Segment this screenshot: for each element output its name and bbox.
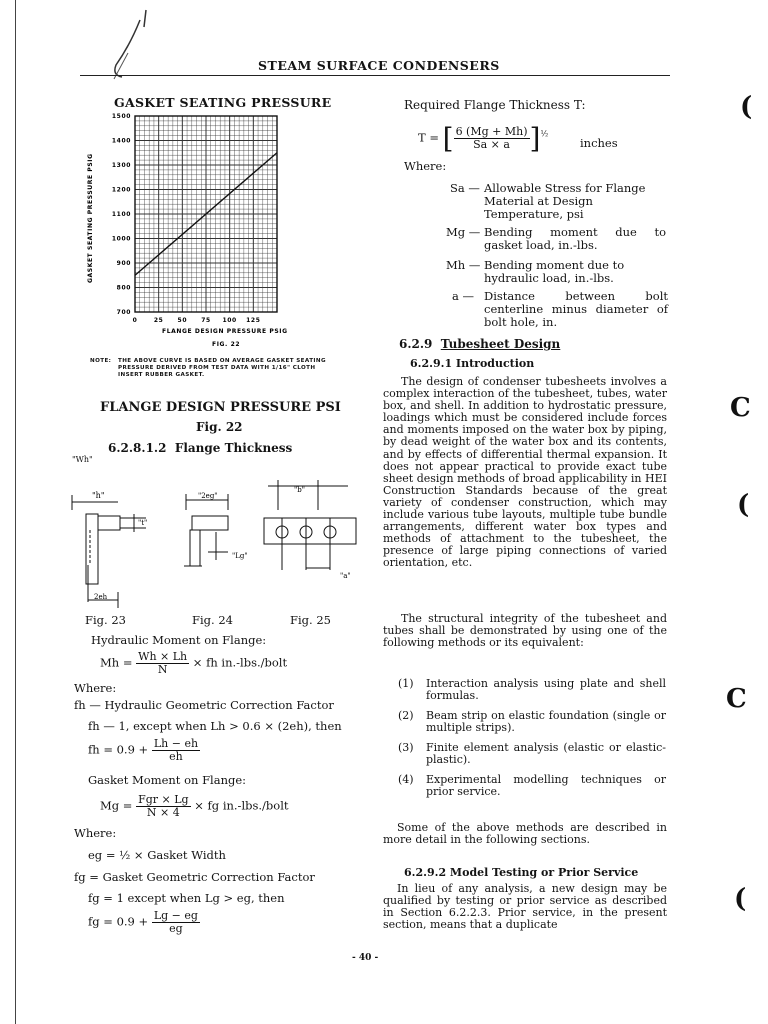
fh-eq-lhs: fh = 0.9 + [88,742,149,757]
gasket-pressure-chart [80,108,315,353]
paragraph-model-testing: In lieu of any analysis, a new design may be qualified by testing or prior service as described in Section 6.2.2.3. Prior service, in the present section, means that a duplicate [383,882,667,932]
page-margin-line [15,0,16,1024]
binder-hole-mark: C [730,393,751,423]
fig25-sketch [264,480,356,570]
gas-eq-lhs: Mg = [100,798,133,813]
paragraph-introduction: The design of condenser tubesheets involves a complex interaction of the tubesheet, tubes, water box, and shell. In addition to hydrostatic pressure, loadings which must be considered include forces and moments imposed on the water box by piping, by dead weight of the water box and its contents, and by effects of differential thermal expansion. It does not appear practical to provide exact tube sheet design methods of broad applicability in HEI Construction Standards because of the great variety of condenser construction, which may include various tube layouts, multiple tube bundle arrangements, different water box types and methods of attachment to the tubesheet, the presence of large piping connections of varied orientation, etc. [383,375,667,570]
x-tick-label: 0 [132,317,138,324]
fig24-caption: Fig. 24 [192,613,233,627]
def-text: Distance between bolt centerline minus diameter of bolt hole, in. [484,289,668,329]
section-number: 6.2.9 [399,337,433,351]
fig24-sketch [184,494,228,566]
t-eq-numerator: 6 (Mg + Mh) [455,125,528,138]
chart-y-axis-label: GASKET SEATING PRESSURE PSIG [87,153,94,283]
chart-y-tick-labels [112,113,131,316]
list-number: (1) [398,677,414,690]
hyd-eq-numerator: Wh × Lh [138,650,188,663]
y-tick-label: 1000 [111,235,131,243]
section-title: Tubesheet Design [440,337,561,351]
fg-equation [88,910,200,935]
binder-hole-mark: ( [734,884,747,914]
list-item [398,774,668,806]
list-item [398,678,668,710]
hyd-eq-rhs: × fh in.-lbs./bolt [192,655,288,670]
dim-a-label: "a" [340,572,351,580]
gasket-moment-equation [100,794,289,819]
binder-hole-mark: C [726,684,747,714]
section-6-2-9-2-heading: 6.2.9.2 Model Testing or Prior Service [404,866,639,879]
def-text: Bending moment due to gasket load, in.-lbs. [484,225,666,252]
y-tick-label: 1300 [111,162,131,169]
def-text: Bending moment due to hydraulic load, in.-lbs. [484,258,625,285]
fh-definition: fh — Hydraulic Geometric Correction Factor [74,698,334,712]
def-text: Allowable Stress for Flange Material at Design Temperature, psi [484,181,646,221]
y-tick-label: 900 [116,260,131,267]
dim-lg-label: "Lg" [232,552,248,560]
section-6-2-8-1-2-heading [108,441,292,455]
dim-t-label: "t" [138,519,148,527]
dim-2eg-label: "2eg" [198,492,218,500]
list-item [398,710,668,742]
list-text: Interaction analysis using plate and shell formulas. [426,677,666,703]
gas-eq-denominator: N × 4 [146,806,180,819]
fg-definition: fg = Gasket Geometric Correction Factor [74,870,315,884]
fig25-caption: Fig. 25 [290,613,331,627]
bracket-left: [ [442,122,454,155]
pen-scribble-mark [100,5,170,80]
dim-h-label: "h" [92,491,105,500]
t-unit: inches [580,136,618,150]
paragraph-structural-integrity: The structural integrity of the tubesheet and tubes shall be demonstrated by using one of the following methods or its equivalent: [383,612,667,650]
list-number: (3) [398,741,414,754]
y-tick-label: 700 [116,309,131,316]
bracket-right: ] [529,122,541,155]
t-eq-denominator: Sa × a [473,138,510,151]
dim-b-label: "b" [294,486,305,494]
running-header: STEAM SURFACE CONDENSERS [258,58,500,73]
wh-label: "Wh" [72,455,93,464]
section-6-2-9-1-heading: 6.2.9.1 Introduction [410,357,535,370]
chart-figure-label: FIG. 22 [212,341,241,348]
fh-equation [88,738,200,763]
fig22-caption: Fig. 22 [196,420,243,434]
page-number: - 40 - [352,953,379,963]
t-eq-lhs: T = [418,130,439,145]
binder-hole-mark: ( [740,92,753,122]
chart-x-axis-label: FLANGE DESIGN PRESSURE PSIG [162,328,288,335]
def-sym: a — [452,289,475,303]
hyd-eq-denominator: N [157,663,168,676]
x-tick-label: 75 [201,317,211,324]
chart-x-tick-labels [133,317,261,324]
list-item [398,742,668,774]
chart-note-label: NOTE: [90,358,112,364]
x-tick-label: 100 [222,317,237,324]
header-rule [80,75,670,76]
list-text: Beam strip on elastic foundation (single or multiple strips). [426,709,666,735]
fh-eq-denominator: eh [169,750,183,763]
hydraulic-moment-equation [100,651,287,676]
list-number: (4) [398,773,414,786]
y-tick-label: 1200 [111,186,131,194]
section-title: Flange Thickness [174,441,293,455]
list-text: Experimental modelling techniques or prior service. [426,773,666,799]
y-tick-label: 1100 [111,211,131,218]
paragraph-methods-described: Some of the above methods are described in more detail in the following sections. [383,821,667,847]
gas-eq-numerator: Fgr × Lg [138,793,189,806]
fh-eq-numerator: Lh − eh [153,737,199,750]
chart-note-text: THE ABOVE CURVE IS BASED ON AVERAGE GASKET SEATING PRESSURE DERIVED FROM TEST DATA WITH 1/16" CLOTH INSERT RUBBER GASKET. [118,358,326,378]
dim-2eh-label: 2eh [94,593,108,601]
section-number: 6.2.8.1.2 [108,441,167,455]
gasket-moment-title: Gasket Moment on Flange: [88,773,247,787]
x-tick-label: 125 [246,317,261,324]
chart-note [90,358,335,379]
required-thickness-title: Required Flange Thickness T: [404,98,586,112]
flange-design-pressure-heading: FLANGE DESIGN PRESSURE PSI [100,400,341,415]
list-text: Finite element analysis (elastic or elastic-plastic). [426,741,666,767]
fg-eq-lhs: fg = 0.9 + [88,914,149,929]
where-label-right: Where: [404,159,447,173]
fg-case: fg = 1 except when Lg > eg, then [88,891,285,905]
def-sym: Sa — [450,181,480,195]
gas-eq-rhs: × fg in.-lbs./bolt [194,798,289,813]
fig23-sketch [72,495,146,608]
methods-list [398,678,668,806]
def-sym: Mg — [446,225,481,239]
def-sym: Mh — [446,258,481,272]
where-label-2: Where: [74,826,117,840]
flange-sketches [68,470,368,610]
where-label-1: Where: [74,681,117,695]
fh-case: fh — 1, except when Lh > 0.6 × (2eh), then [88,719,342,733]
t-eq-exponent: ½ [540,129,549,139]
chart-title: GASKET SEATING PRESSURE [114,95,332,110]
list-number: (2) [398,709,414,722]
thickness-equation [418,122,549,155]
x-tick-label: 25 [153,317,164,324]
hyd-eq-lhs: Mh = [100,655,133,670]
x-tick-label: 50 [177,317,188,324]
y-tick-label: 1500 [111,113,131,120]
y-tick-label: 1400 [111,137,131,145]
section-6-2-9-heading [399,337,560,351]
binder-hole-mark: ( [737,490,750,520]
y-tick-label: 800 [116,284,131,292]
eg-definition: eg = ½ × Gasket Width [88,848,226,862]
hydraulic-moment-title: Hydraulic Moment on Flange: [91,633,267,647]
fig23-caption: Fig. 23 [85,613,126,627]
fg-eq-denominator: eg [169,922,183,935]
fg-eq-numerator: Lg − eg [153,909,198,922]
